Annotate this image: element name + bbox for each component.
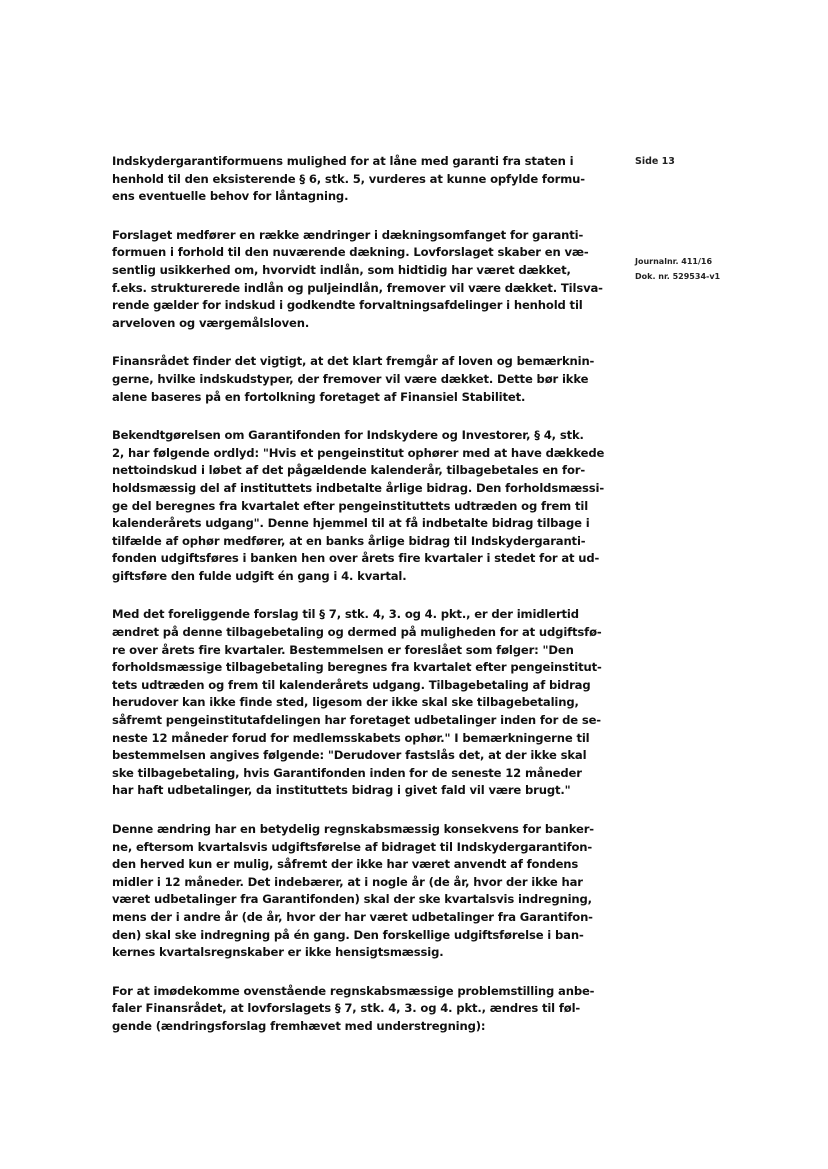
text-line: herudover kan ikke finde sted, ligesom der ikke skal ske tilbagebetaling,: [112, 695, 579, 710]
paragraph-borrowing-capacity: [112, 153, 586, 206]
text-line: mens der i andre år (de år, hvor der har været udbetalinger fra Garantifon-: [112, 909, 593, 924]
text-line: ændret på denne tilbagebetaling og dermed på muligheden for at udgiftsfø-: [112, 625, 602, 640]
text-line: den) skal ske indregning på én gang. Den forskellige udgiftsførelse i ban-: [112, 927, 584, 942]
text-line: ens eventuelle behov for låntagning.: [112, 189, 349, 204]
text-line: gerne, hvilke indskudstyper, der fremover vil være dækket. Dette bør ikke: [112, 371, 589, 386]
text-line: f.eks. strukturerede indlån og puljeindlån, fremover vil være dækket. Tilsva-: [112, 280, 603, 295]
text-line: Forslaget medfører en række ændringer i dækningsomfanget for garanti-: [112, 227, 584, 242]
text-line: været udbetalinger fra Garantifonden) skal der ske kvartalsvis indregning,: [112, 892, 592, 907]
text-line: sentlig usikkerhed om, hvorvidt indlån, som hidtidig har været dækket,: [112, 262, 571, 277]
text-line: For at imødekomme ovenstående regnskabsmæssige problemstilling anbe-: [112, 983, 595, 998]
page-number: Side 13: [635, 156, 675, 167]
text-line: ne, eftersom kvartalsvis udgiftsførelse af bidraget til Indskydergarantifon-: [112, 839, 593, 854]
text-line: fonden udgiftsføres i banken hen over årets fire kvartaler i stedet for at ud-: [112, 551, 600, 566]
text-line: re over årets fire kvartaler. Bestemmelsen er foreslået som følger: "Den: [112, 642, 574, 657]
text-line: alene baseres på en fortolkning foretaget af Finansiel Stabilitet.: [112, 389, 526, 404]
document-number: Dok. nr. 529534-v1: [635, 272, 721, 281]
text-line: formuen i forhold til den nuværende dækning. Lovforslaget skaber en væ-: [112, 245, 589, 260]
paragraph-accounting-consequence: [112, 821, 594, 962]
paragraph-proposal-section-7: [112, 606, 602, 800]
text-line: faler Finansrådet, at lovforslagets § 7, stk. 4, 3. og 4. pkt., ændres til føl-: [112, 1001, 581, 1016]
paragraph-recommendation: [112, 983, 595, 1036]
text-line: tilfælde af ophør medfører, at en banks årlige bidrag til Indskydergaranti-: [112, 533, 586, 548]
text-line: bestemmelsen angives følgende: "Derudover fastslås det, at der ikke skal: [112, 748, 587, 763]
text-line: rende gælder for indskud i godkendte forvaltningsafdelinger i henhold til: [112, 298, 583, 313]
journal-reference: [635, 254, 815, 284]
text-line: Bekendtgørelsen om Garantifonden for Indskydere og Investorer, § 4, stk.: [112, 428, 584, 443]
paragraph-coverage-changes: [112, 227, 603, 333]
text-line: arveloven og værgemålsloven.: [112, 315, 310, 330]
text-line: ge del beregnes fra kvartalet efter pengeinstituttets udtræden og frem til: [112, 498, 589, 513]
text-line: Denne ændring har en betydelig regnskabsmæssig konsekvens for banker-: [112, 822, 594, 836]
text-line: neste 12 måneder forud for medlemsskabets ophør." I bemærkningerne til: [112, 730, 590, 745]
body-text: [112, 153, 605, 1057]
text-line: kernes kvartalsregnskaber er ikke hensigtsmæssig.: [112, 945, 444, 960]
text-line: har haft udbetalinger, da instituttets bidrag i givet fald vil være brugt.": [112, 783, 571, 798]
text-line: ske tilbagebetaling, hvis Garantifonden inden for de seneste 12 måneder: [112, 765, 582, 780]
text-line: Finansrådet finder det vigtigt, at det klart fremgår af loven og bemærknin-: [112, 354, 595, 369]
paragraph-executive-order: [112, 427, 605, 585]
text-line: tets udtræden og frem til kalenderårets udgang. Tilbagebetaling af bidrag: [112, 677, 591, 692]
text-line: Med det foreliggende forslag til § 7, stk. 4, 3. og 4. pkt., er der imidlertid: [112, 607, 579, 622]
text-line: forholdsmæssige tilbagebetaling beregnes fra kvartalet efter pengeinstitut-: [112, 660, 602, 675]
text-line: holdsmæssig del af instituttets indbetalte årlige bidrag. Den forholdsmæssi-: [112, 480, 605, 495]
text-line: gende (ændringsforslag fremhævet med understregning):: [112, 1018, 486, 1033]
text-line: kalenderårets udgang". Denne hjemmel til at få indbetalte bidrag tilbage i: [112, 516, 590, 531]
text-line: såfremt pengeinstitutafdelingen har foretaget udbetalinger inden for de se-: [112, 713, 601, 728]
text-line: 2, har følgende ordlyd: "Hvis et pengeinstitut ophører med at have dækkede: [112, 445, 605, 460]
paragraph-clarity-request: [112, 353, 595, 406]
text-line: giftsføre den fulde udgift én gang i 4. kvartal.: [112, 568, 407, 583]
text-line: Indskydergarantiformuens mulighed for at låne med garanti fra staten i: [112, 154, 574, 168]
journal-number: Journalnr. 411/16: [635, 257, 713, 266]
text-line: den herved kun er mulig, såfremt der ikke har været anvendt af fondens: [112, 857, 579, 872]
text-line: nettoindskud i løbet af det pågældende kalenderår, tilbagebetales en for-: [112, 463, 585, 478]
text-line: henhold til den eksisterende § 6, stk. 5, vurderes at kunne opfylde formu-: [112, 171, 585, 186]
text-line: midler i 12 måneder. Det indebærer, at i nogle år (de år, hvor der ikke har: [112, 874, 583, 889]
